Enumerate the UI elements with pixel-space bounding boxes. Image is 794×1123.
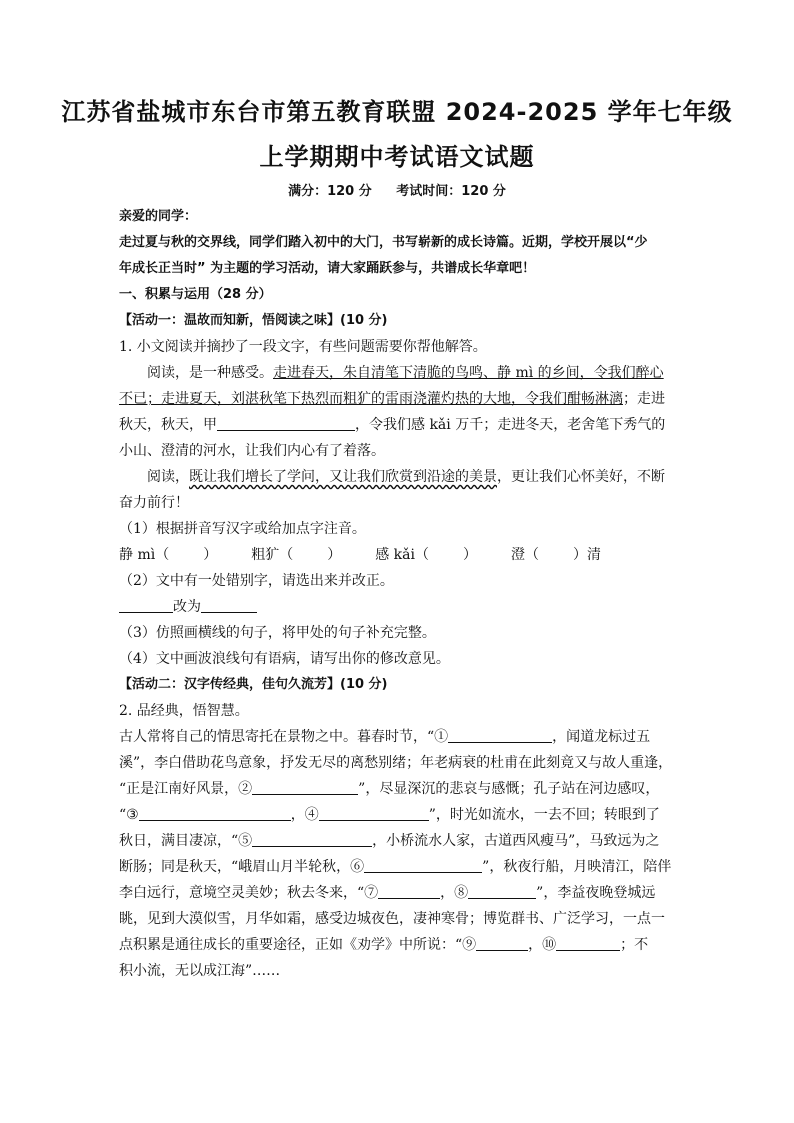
sub-question-2: （2）文中有一处错别字，请选出来并改正。 <box>119 573 394 589</box>
poem-line-5: 秋日，满目凄凉，“⑤ ，小桥流水人家，古道西风瘦马”，马致远为之 <box>119 828 679 854</box>
correct-char-blank[interactable] <box>201 596 257 613</box>
section-heading: 一、积累与运用（28 分） <box>119 287 272 302</box>
sub-question-3: （3）仿照画横线的句子，将甲处的句子补充完整。 <box>119 625 436 641</box>
blank-4[interactable] <box>319 804 429 821</box>
poem-line-9: 点积累是通往成长的重要途径，正如《劝学》中所说：“⑨ ，⑩ ；不 <box>119 932 679 958</box>
sub-question-1: （1）根据拼音写汉字或给加点字注音。 <box>119 521 366 537</box>
blank-6[interactable] <box>364 856 482 873</box>
poem-line-8: 眺，见到大漠似雪，月华如霜，感受边城夜色，凄神寒骨；博览群书、广泛学习，一点一 <box>119 911 665 927</box>
activity-1-heading: 【活动一：温故而知新，悟阅读之味】(10 分) <box>119 313 388 328</box>
blank-7[interactable] <box>378 882 440 899</box>
poem-line-3: “正是江南好风景，② ”，尽显深沉的悲哀与感慨；孔子站在河边感叹， <box>119 776 679 802</box>
poem-line-6: 断肠；同是秋天，“峨眉山月半轮秋，⑥ ”，秋夜行船，月映清江，陪伴 <box>119 854 679 880</box>
passage-line-4: 小山、澄清的河水，让我们内心有了着落。 <box>119 443 385 459</box>
wrong-char-blank[interactable] <box>119 596 173 613</box>
blank-8[interactable] <box>468 882 536 899</box>
blank-10[interactable] <box>556 934 620 951</box>
exam-title-line1: 江苏省盐城市东台市第五教育联盟 2024-2025 学年七年级 <box>61 98 733 126</box>
blank-3[interactable] <box>139 804 291 821</box>
poem-line-2: 溪”，李白借助花鸟意象，抒发无尽的离愁别绪；年老病衰的杜甫在此刻竟又与故人重逢， <box>119 755 673 771</box>
exam-content <box>119 204 679 984</box>
wavy-sentence: 既让我们增长了学问，又让我们欣赏到沿途的美景 <box>189 469 497 485</box>
pinyin-items: 静 mì（ ） 粗犷（ ） 感 kǎi（ ） 澄（ ）清 <box>119 547 601 563</box>
passage-line-6: 奋力前行！ <box>119 495 189 511</box>
poem-line-7: 李白远行，意境空灵美妙；秋去冬来，“⑦ ，⑧ ”，李益夜晚登城远 <box>119 880 679 906</box>
blank-jia[interactable] <box>217 414 355 431</box>
activity-2-heading: 【活动二：汉字传经典，佳句久流芳】(10 分) <box>119 677 388 692</box>
poem-line-4: “③ ，④ ”，时光如流水，一去不回；转眼到了 <box>119 802 679 828</box>
intro-text-1: 走过夏与秋的交界线，同学们踏入初中的大门，书写崭新的成长诗篇。近期，学校开展以“少 <box>119 235 648 250</box>
poem-line-1: 古人常将自己的情思寄托在景物之中。暮春时节，“① ，闻道龙标过五 <box>119 724 679 750</box>
underlined-sentence: 走进春天，朱自清笔下清脆的鸟鸣、静 mì 的乡间，令我们醉心 <box>273 365 664 381</box>
correction-line: 改为 <box>119 594 679 620</box>
intro-text-2: 年成长正当时” 为主题的学习活动，请大家踊跃参与，共谱成长华章吧！ <box>119 261 536 276</box>
question-2: 2. 品经典，悟智慧。 <box>119 703 249 719</box>
full-score: 满分：120 分 <box>288 184 372 199</box>
blank-9[interactable] <box>476 934 528 951</box>
blank-1[interactable] <box>448 726 552 743</box>
exam-title-line2: 上学期期中考试语文试题 <box>259 143 535 171</box>
exam-time: 考试时间：120 分 <box>396 184 506 199</box>
underlined-sentence-cont: 不已；走进夏天，刘湛秋笔下热烈而粗犷的雷雨浇灌灼热的大地，令我们酣畅淋漓 <box>119 391 623 407</box>
blank-5[interactable] <box>252 830 372 847</box>
sub-question-4: （4）文中画波浪线句有语病，请写出你的修改意见。 <box>119 651 450 667</box>
passage-line-3: 秋天，秋天，甲 ，令我们感 kǎi 万千；走进冬天，老舍笔下秀气的 <box>119 412 679 438</box>
passage-line-1: 阅读，是一种感受。走进春天，朱自清笔下清脆的鸟鸣、静 mì 的乡间，令我们醉心 <box>147 365 664 381</box>
poem-line-10: 积小流，无以成江海”…… <box>119 963 281 979</box>
passage-line-2: 不已；走进夏天，刘湛秋笔下热烈而粗犷的雷雨浇灌灼热的大地，令我们酣畅淋漓；走进 <box>119 391 665 407</box>
greeting: 亲爱的同学： <box>119 209 198 224</box>
exam-meta <box>0 180 794 199</box>
blank-2[interactable] <box>252 778 358 795</box>
passage-line-5: 阅读，既让我们增长了学问，又让我们欣赏到沿途的美景，更让我们心怀美好，不断 <box>147 469 665 485</box>
question-1: 1. 小文阅读并摘抄了一段文字，有些问题需要你帮他解答。 <box>119 339 487 355</box>
